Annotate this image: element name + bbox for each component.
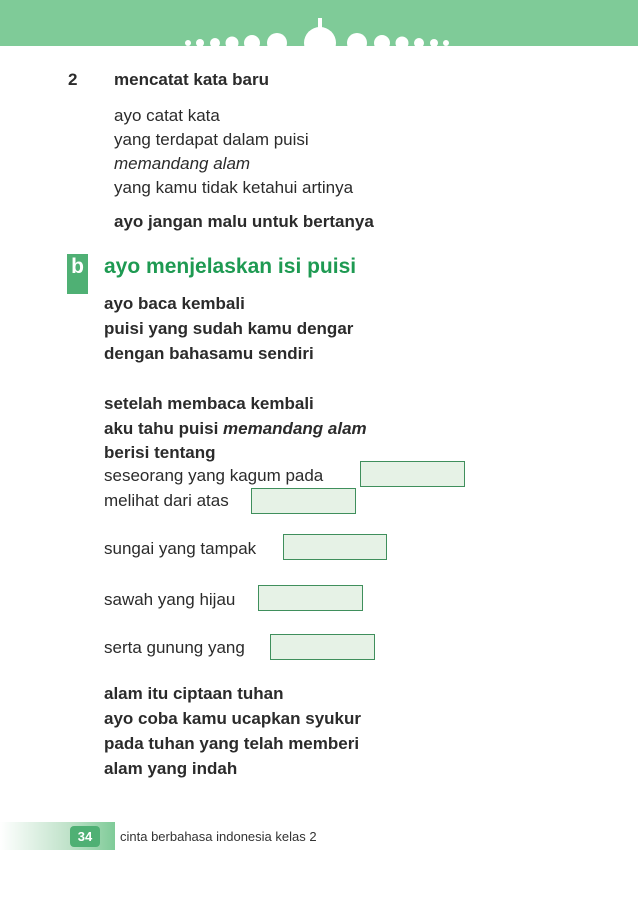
fill-line: melihat dari atas [104,491,229,510]
text-line: berisi tentang [104,443,216,462]
text-line: puisi yang sudah kamu dengar [104,319,354,338]
answer-box[interactable] [283,534,387,560]
text-line: alam yang indah [104,759,238,778]
text-line: alam itu ciptaan tuhan [104,684,284,703]
book-title: cinta berbahasa indonesia kelas 2 [120,829,317,844]
answer-box[interactable] [251,488,356,514]
section-letter: b [71,255,84,278]
text-line: ayo coba kamu ucapkan syukur [104,709,361,728]
text-line: ayo baca kembali [104,294,245,313]
section-number: 2 [68,70,78,89]
text-line: ayo catat kata [114,106,220,125]
fill-line: serta gunung yang [104,638,245,657]
answer-box[interactable] [270,634,375,660]
fill-line: seseorang yang kagum pada [104,466,324,485]
text-line: dengan bahasamu sendiri [104,344,314,363]
section-heading: ayo menjelaskan isi puisi [104,255,357,278]
answer-box[interactable] [360,461,465,487]
answer-box[interactable] [258,585,363,611]
fill-line: sungai yang tampak [104,539,257,558]
text-line: yang terdapat dalam puisi [114,130,309,149]
text-line: yang kamu tidak ketahui artinya [114,178,354,197]
text-line [104,419,367,439]
page-number: 34 [70,826,100,847]
text-line: pada tuhan yang telah memberi [104,734,360,753]
header-dots-ornament [0,0,638,70]
fill-line: sawah yang hijau [104,590,236,609]
section-closing: ayo jangan malu untuk bertanya [114,212,374,231]
section-title: mencatat kata baru [114,70,269,89]
text-prefix: aku tahu puisi [104,419,224,438]
poem-title: memandang alam [114,154,251,173]
poem-title: memandang alam [223,419,367,438]
text-line: setelah membaca kembali [104,394,314,413]
